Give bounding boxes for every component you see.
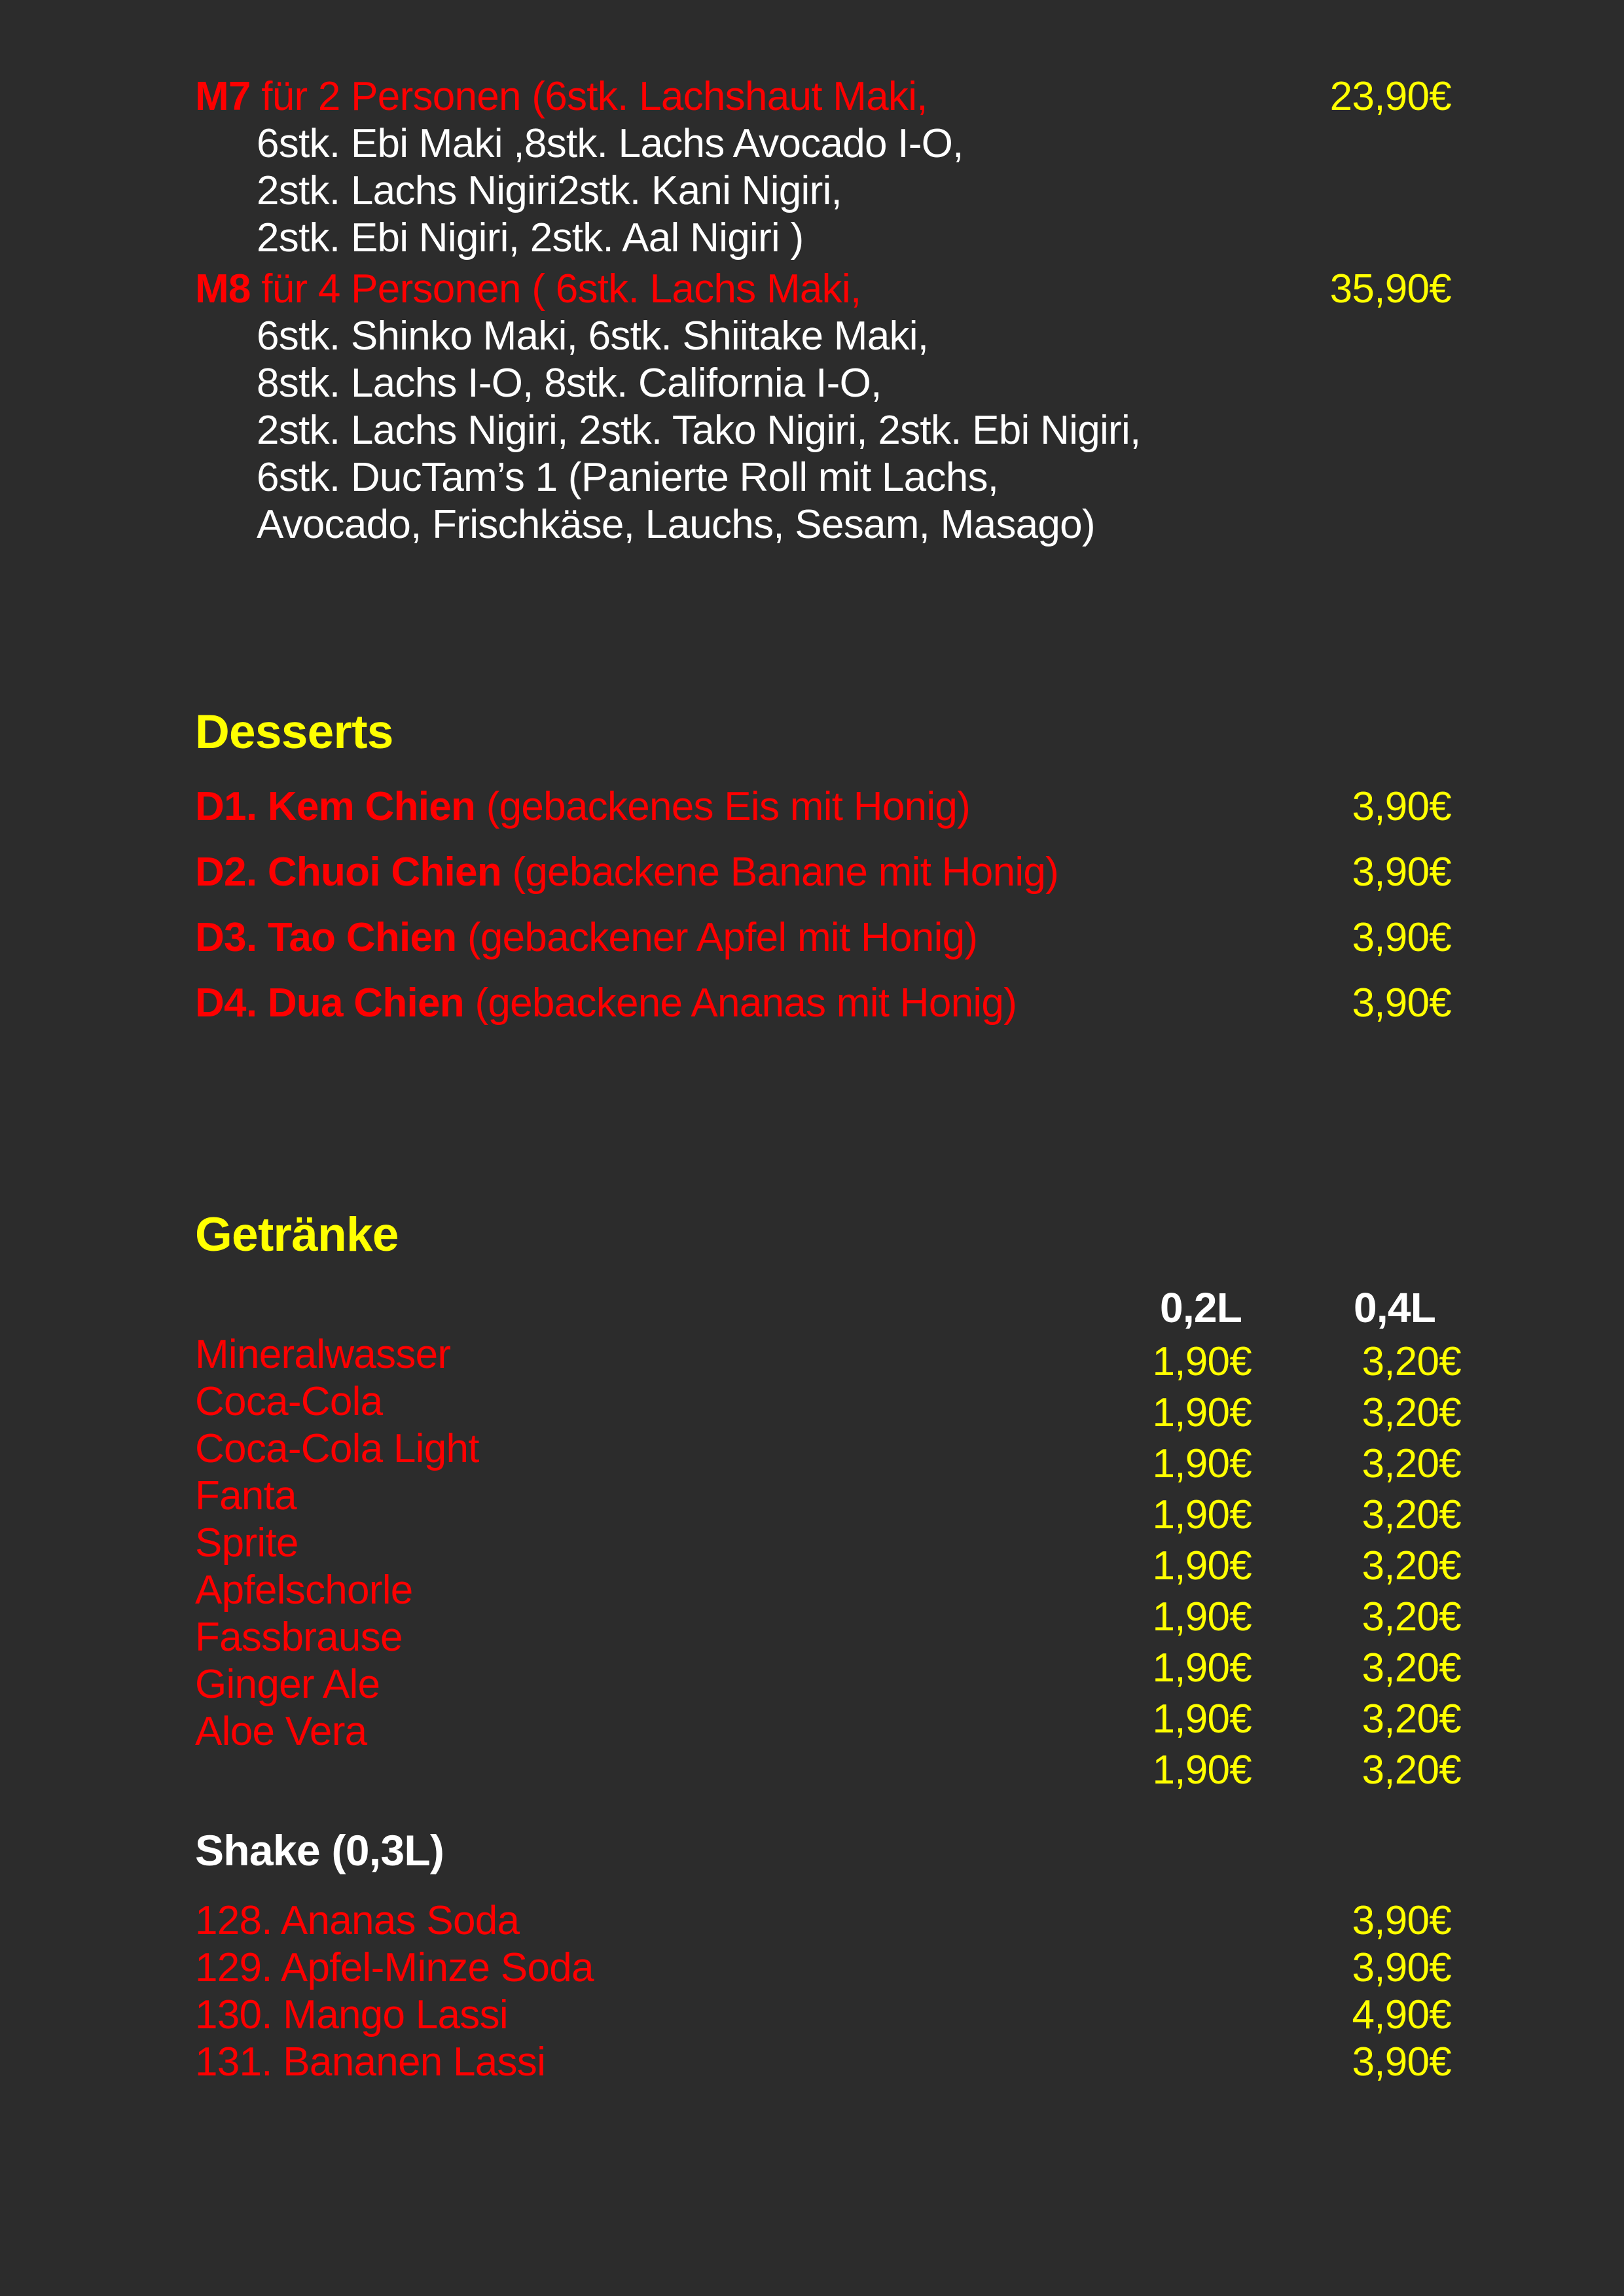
shake-item (195, 1897, 1451, 1945)
drink-price-row (1047, 1643, 1461, 1694)
price-02l: 1,90€ (1152, 1492, 1252, 1537)
shake-item (195, 1992, 1451, 2039)
item-name: D2. Chuoi Chien (195, 850, 501, 895)
price-04l: 3,20€ (1362, 1696, 1461, 1742)
shake-heading: Shake (0,3L) (195, 1826, 444, 1874)
menu-item-m7 (195, 73, 1451, 262)
price-04l: 3,20€ (1362, 1339, 1461, 1384)
price-04l: 3,20€ (1362, 1390, 1461, 1435)
menu-item-m8 (195, 266, 1451, 548)
item-description: (gebackener Apfel mit Honig) (456, 915, 978, 960)
shake-item (195, 2039, 1451, 2086)
price-02l: 1,90€ (1152, 1594, 1252, 1640)
desserts-heading: Desserts (195, 706, 393, 759)
item-price: 35,90€ (1329, 266, 1451, 312)
drink-prices-column (1047, 1336, 1461, 1796)
price-02l: 1,90€ (1152, 1339, 1252, 1384)
item-intro: für 4 Personen ( 6stk. Lachs Maki, (250, 266, 861, 312)
item-price: 3,90€ (1352, 2039, 1451, 2085)
item-name: 131. Bananen Lassi (195, 2039, 546, 2085)
item-price: 3,90€ (1352, 850, 1451, 895)
size-column-header-04l: 0,4L (1354, 1284, 1436, 1331)
dessert-item (195, 914, 1451, 961)
drink-name: Fassbrause (195, 1615, 403, 1660)
item-description-line: Avocado, Frischkäse, Lauchs, Sesam, Masago) (257, 502, 1095, 547)
drink-price-row (1047, 1336, 1461, 1388)
price-04l: 3,20€ (1362, 1543, 1461, 1588)
drink-price-row (1047, 1592, 1461, 1643)
item-name: 128. Ananas Soda (195, 1898, 520, 1943)
price-02l: 1,90€ (1152, 1390, 1252, 1435)
size-column-header-02l: 0,2L (1160, 1284, 1242, 1331)
item-description-line: 8stk. Lachs I-O, 8stk. California I-O, (257, 361, 882, 406)
price-02l: 1,90€ (1152, 1645, 1252, 1691)
item-price: 23,90€ (1329, 74, 1451, 119)
drink-price-row (1047, 1439, 1461, 1490)
drink-price-row (1047, 1694, 1461, 1745)
item-name: D1. Kem Chien (195, 784, 476, 829)
price-04l: 3,20€ (1362, 1441, 1461, 1486)
combo-section (195, 73, 1451, 548)
item-description-line: 6stk. DucTam’s 1 (Panierte Roll mit Lachs, (257, 455, 999, 500)
item-description: (gebackenes Eis mit Honig) (475, 784, 971, 829)
drink-price-row (1047, 1745, 1461, 1796)
drink-name: Fanta (195, 1473, 297, 1518)
drink-price-row (1047, 1490, 1461, 1541)
price-04l: 3,20€ (1362, 1645, 1461, 1691)
drink-price-row (1047, 1388, 1461, 1439)
price-02l: 1,90€ (1152, 1441, 1252, 1486)
price-04l: 3,20€ (1362, 1748, 1461, 1793)
drink-name: Coca-Cola Light (195, 1426, 479, 1471)
drinks-heading: Getränke (195, 1208, 399, 1261)
item-code: M8 (195, 266, 251, 312)
price-04l: 3,20€ (1362, 1492, 1461, 1537)
drink-names-column (195, 1331, 479, 1755)
item-name: 129. Apfel-Minze Soda (195, 1945, 594, 1990)
drink-name: Mineralwasser (195, 1332, 451, 1377)
menu-item-header (195, 73, 1451, 120)
price-04l: 3,20€ (1362, 1594, 1461, 1640)
item-intro: für 2 Personen (6stk. Lachshaut Maki, (250, 74, 928, 119)
item-description-line: 6stk. Ebi Maki ,8stk. Lachs Avocado I-O, (257, 121, 964, 166)
item-description-line: 2stk. Lachs Nigiri2stk. Kani Nigiri, (257, 168, 842, 213)
item-code: M7 (195, 74, 251, 119)
shake-item (195, 1945, 1451, 1992)
item-price: 3,90€ (1352, 915, 1451, 960)
item-name: 130. Mango Lassi (195, 1992, 508, 2037)
drink-price-row (1047, 1541, 1461, 1592)
shake-section (195, 1897, 1451, 2086)
item-price: 3,90€ (1352, 784, 1451, 829)
item-price: 3,90€ (1352, 1898, 1451, 1943)
item-price: 4,90€ (1352, 1992, 1451, 2037)
item-name: D3. Tao Chien (195, 915, 457, 960)
drink-name: Aloe Vera (195, 1709, 367, 1754)
price-02l: 1,90€ (1152, 1748, 1252, 1793)
drink-name: Sprite (195, 1520, 298, 1566)
dessert-item (195, 783, 1451, 831)
dessert-item (195, 849, 1451, 896)
item-price: 3,90€ (1352, 980, 1451, 1026)
price-02l: 1,90€ (1152, 1543, 1252, 1588)
item-description-line: 2stk. Lachs Nigiri, 2stk. Tako Nigiri, 2stk. Ebi Nigiri, (257, 408, 1141, 453)
item-price: 3,90€ (1352, 1945, 1451, 1990)
item-description: (gebackene Banane mit Honig) (501, 850, 1059, 895)
drink-name: Apfelschorle (195, 1568, 413, 1613)
menu-item-header (195, 266, 1451, 313)
drink-name: Ginger Ale (195, 1662, 380, 1707)
item-description-line: 2stk. Ebi Nigiri, 2stk. Aal Nigiri ) (257, 215, 804, 260)
dessert-item (195, 980, 1451, 1027)
item-description: (gebackene Ananas mit Honig) (463, 980, 1017, 1026)
price-02l: 1,90€ (1152, 1696, 1252, 1742)
desserts-section (195, 783, 1451, 1045)
item-name: D4. Dua Chien (195, 980, 464, 1026)
item-description-line: 6stk. Shinko Maki, 6stk. Shiitake Maki, (257, 314, 929, 359)
drink-name: Coca-Cola (195, 1379, 383, 1424)
